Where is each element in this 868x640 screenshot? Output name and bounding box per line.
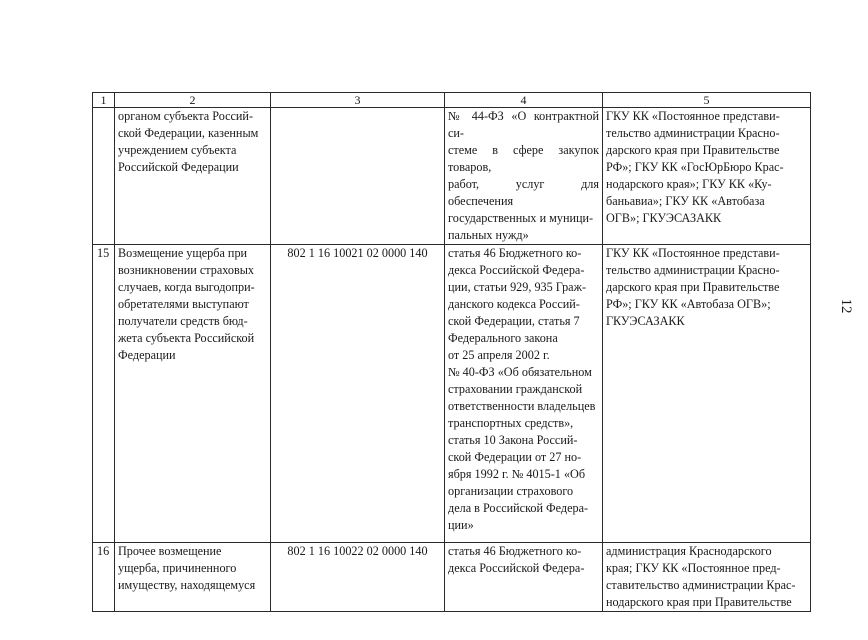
- legal-basis-text: статья 46 Бюджетного ко- декса Российской Федера- ции, статьи 929, 935 Граж- данского кодекса Россий- ской Федерации, статья 7 Федерального закона от 25 апреля 2002 г. № 40-ФЗ «Об обязательном страховании гражданской ответственности владельцев транспортных средств», статья 10 Закона Россий- ской Федерации от 27 но- ября 1992 г. № 4015-1 «Об организации страхового дела в Российской Федера- ции»: [448, 246, 596, 532]
- administrator-text: администрация Краснодарского края; ГКУ КК «Постоянное пред- ставительство администрации Крас- нодарского края при Правительстве: [606, 544, 796, 609]
- revenue-code-text: 802 1 16 10022 02 0000 140: [287, 544, 428, 558]
- legal-basis-cell: [445, 543, 603, 612]
- administrator-cell: [603, 108, 811, 245]
- budget-table: [92, 92, 811, 612]
- revenue-code-text: 802 1 16 10021 02 0000 140: [287, 246, 428, 260]
- administrator-cell: [603, 543, 811, 612]
- header-cell: 2: [115, 93, 271, 108]
- revenue-name-cell: [115, 543, 271, 612]
- table-header-row: [93, 93, 811, 108]
- table-row: [93, 543, 811, 612]
- administrator-text: ГКУ КК «Постоянное представи- тельство администрации Красно- дарского края при Правительстве РФ»; ГКУ КК «Автобаза ОГВ»; ГКУЭСАЗАКК: [606, 246, 780, 328]
- legal-basis-text: № 44-ФЗ «О контрактной си- стеме в сфере закупок товаров, работ, услуг для обеспечения государственных и муници- пальных нужд»: [448, 109, 599, 242]
- row-number: [93, 108, 115, 245]
- page-number: 12: [838, 298, 854, 314]
- revenue-name-text: органом субъекта Россий- ской Федерации, казенным учреждением субъекта Российской Федерации: [118, 109, 259, 174]
- revenue-name-cell: [115, 108, 271, 245]
- row-number: 15: [93, 245, 115, 543]
- header-cell: 3: [271, 93, 445, 108]
- revenue-code-cell: [271, 543, 445, 612]
- header-cell: 4: [445, 93, 603, 108]
- table-row: [93, 108, 811, 245]
- revenue-name-cell: [115, 245, 271, 543]
- legal-basis-cell: [445, 108, 603, 245]
- legal-basis-cell: [445, 245, 603, 543]
- administrator-text: ГКУ КК «Постоянное представи- тельство администрации Красно- дарского края при Правительстве РФ»; ГКУ КК «ГосЮрБюро Крас- нодарского края»; ГКУ КК «Ку- баньавиа»; ГКУ КК «Автобаза ОГВ»; ГКУЭСАЗАКК: [606, 109, 784, 225]
- revenue-name-text: Возмещение ущерба при возникновении страховых случаев, когда выгодопри- обретателями выступают получатели средств бюд- жета субъекта Российской Федерации: [118, 246, 255, 362]
- header-cell: 1: [93, 93, 115, 108]
- header-cell: 5: [603, 93, 811, 108]
- revenue-code-cell: [271, 245, 445, 543]
- legal-basis-text: статья 46 Бюджетного ко- декса Российской Федера-: [448, 544, 585, 575]
- row-number: 16: [93, 543, 115, 612]
- administrator-cell: [603, 245, 811, 543]
- table-row: [93, 245, 811, 543]
- revenue-name-text: Прочее возмещение ущерба, причиненного имуществу, находящемуся: [118, 544, 256, 592]
- revenue-code-cell: [271, 108, 445, 245]
